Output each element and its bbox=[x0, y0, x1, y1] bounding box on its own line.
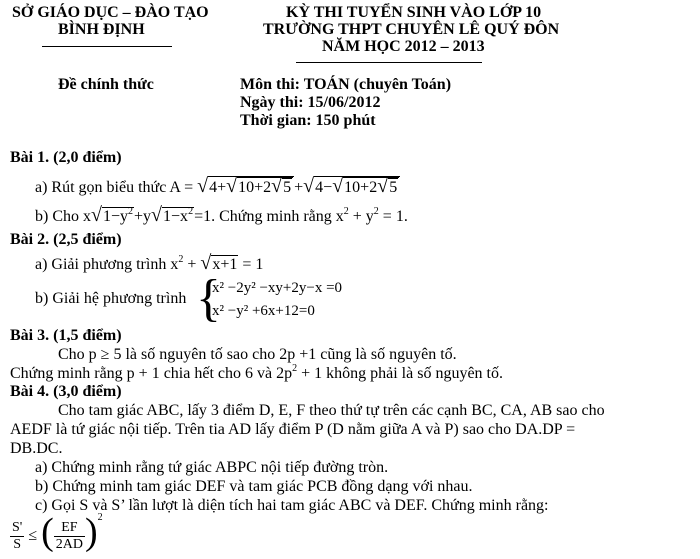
problem2a-equation: $x^2 + √x+1 = 1$ bbox=[170, 252, 264, 274]
problem2b-text: b) Giải hệ phương trình bbox=[35, 290, 187, 307]
problem3-line2: Chứng minh rằng p + 1 chia hết cho 6 và $2p^2 + 1$ không phải là số nguyên tố. bbox=[10, 363, 503, 382]
problem4c-inequality: $\frac{S'}{S}$ ≤ ( $\frac{EF}{2AD}$ )$^2$ bbox=[12, 511, 103, 553]
official-label: Đề chính thức bbox=[58, 76, 154, 93]
problem1b-claim: $x^2 + y^2 = 1$. bbox=[335, 206, 408, 225]
problem4-line2: AEDF là tứ giác nội tiếp. Trên tia AD lấy điểm P (D nằm giữa A và P) sao cho DA.DP = bbox=[10, 421, 576, 438]
problem3-line2-a: Chứng minh rằng p + 1 chia hết cho 6 và 2p bbox=[10, 365, 293, 382]
department-line1: SỞ GIÁO DỤC – ĐÀO TẠO bbox=[12, 4, 209, 21]
problem4a: a) Chứng minh rằng tứ giác ABPC nội tiếp đường tròn. bbox=[35, 459, 389, 476]
exam-title-line1: KỲ THI TUYỂN SINH VÀO LỚP 10 bbox=[286, 4, 542, 21]
problem2b-equation2: x² −y² +6x+12=0 bbox=[212, 303, 315, 319]
problem4-line3: DB.DC. bbox=[10, 440, 63, 457]
problem1-title: Bài 1. (2,0 điểm) bbox=[10, 149, 122, 166]
exam-underline bbox=[296, 62, 482, 63]
exam-title-line2: TRƯỜNG THPT CHUYÊN LÊ QUÝ ĐÔN bbox=[263, 21, 560, 38]
problem4b: b) Chứng minh tam giác DEF và tam giác PCB đồng dạng với nhau. bbox=[35, 478, 473, 495]
problem3-line2-b: + 1 không phải là số nguyên tố. bbox=[297, 365, 503, 382]
department-line2: BÌNH ĐỊNH bbox=[58, 21, 145, 38]
problem4-title: Bài 4. (3,0 điểm) bbox=[10, 383, 122, 400]
problem1b-text2: . Chứng minh rằng bbox=[211, 208, 336, 225]
subject-label: Môn thi: TOÁN (chuyên Toán) bbox=[240, 76, 452, 93]
problem3-title: Bài 3. (1,5 điểm) bbox=[10, 327, 122, 344]
problem1b-condition: $x√1-y^2+y√1-x^2=1$ bbox=[83, 204, 212, 226]
problem2a-text: a) Giải phương trình bbox=[35, 256, 171, 273]
problem2-title: Bài 2. (2,5 điểm) bbox=[10, 231, 122, 248]
problem1b-text: b) Cho bbox=[35, 208, 83, 225]
fraction-s-prime-over-s: $\frac{S'}{S}$ bbox=[12, 519, 23, 552]
problem1a-text: a) Rút gọn biểu thức A = bbox=[35, 179, 198, 196]
fraction-ef-over-2ad: $\frac{EF}{2AD}$ bbox=[55, 519, 83, 552]
problem4c: c) Gọi S và S’ lần lượt là diện tích hai tam giác ABC và DEF. Chứng minh rằng: bbox=[35, 497, 549, 514]
problem1a bbox=[35, 176, 400, 197]
problem1b bbox=[35, 204, 408, 226]
system-brace: { bbox=[196, 270, 221, 327]
problem1a-expression: √4+√10+2√5 +√4−√10+2√5 bbox=[197, 179, 400, 196]
problem2a bbox=[35, 252, 264, 274]
exam-title-line3: NĂM HỌC 2012 – 2013 bbox=[322, 38, 485, 55]
date-label: Ngày thi: 15/06/2012 bbox=[240, 94, 381, 111]
problem4-line1: Cho tam giác ABC, lấy 3 điểm D, E, F theo thứ tự trên các cạnh BC, CA, AB sao cho bbox=[58, 402, 605, 419]
department-underline bbox=[42, 46, 172, 47]
duration-label: Thời gian: 150 phút bbox=[240, 112, 376, 129]
problem2b-equation1: x² −2y² −xy+2y−x =0 bbox=[212, 280, 343, 296]
problem3-line1: Cho p ≥ 5 là số nguyên tố sao cho 2p +1 cũng là số nguyên tố. bbox=[58, 346, 457, 363]
